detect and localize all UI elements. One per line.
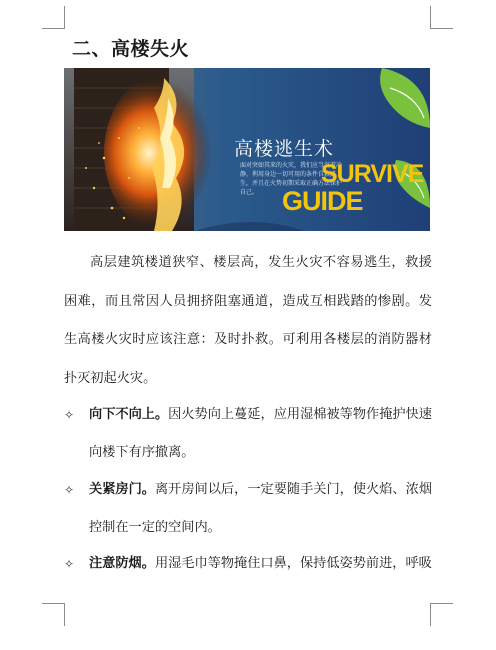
banner-title: 高楼逃生术 bbox=[234, 138, 335, 160]
list-item bbox=[64, 471, 432, 547]
banner-subtitle: 面对突如其来的火灾，我们应当沉着冷静，利用身边一切可用的条件自救逃生，并且在火势初期采取正确方法保护自己。 bbox=[240, 162, 343, 196]
list-item bbox=[64, 396, 432, 472]
diamond-bullet-icon: ✧ bbox=[64, 408, 75, 422]
diamond-bullet-icon: ✧ bbox=[64, 557, 75, 571]
banner-guide-text: GUIDE bbox=[282, 186, 363, 216]
list-item-bold-label: 关紧房门。 bbox=[89, 482, 155, 497]
list-item-bold-label: 注意防烟。 bbox=[89, 556, 155, 571]
list-item-text: 离开房间以后，一定要随手关门，使火焰、浓烟控制在一定的空间内。 bbox=[89, 482, 433, 535]
section-heading: 二、高楼失火 bbox=[72, 38, 190, 60]
page-corner-mark-top-right bbox=[430, 6, 453, 29]
list-item-text: 用湿毛巾等物掩住口鼻，保持低姿势前进，呼吸 bbox=[154, 556, 432, 571]
fire-escape-banner-image bbox=[64, 68, 430, 231]
list-item-text: 因火势向上蔓延，应用湿棉被等物作掩护快速向楼下有序撤离。 bbox=[89, 407, 432, 460]
page-corner-mark-bottom-right bbox=[430, 603, 453, 626]
page-corner-mark-top-left bbox=[42, 6, 65, 29]
diamond-bullet-icon: ✧ bbox=[64, 483, 75, 497]
list-item bbox=[64, 545, 432, 583]
page-corner-mark-bottom-left bbox=[42, 603, 65, 626]
intro-paragraph: 高层建筑楼道狭窄、楼层高，发生火灾不容易逃生，救援困难，而且常因人员拥挤阻塞通道，造成互相践踏的惨剧。发生高楼火灾时应该注意：及时扑救。可利用各楼层的消防器材扑灭初起火灾。 bbox=[64, 255, 432, 386]
list-item-bold-label: 向下不向上。 bbox=[89, 407, 169, 422]
banner-survive-text: SURVIVE bbox=[321, 160, 424, 188]
